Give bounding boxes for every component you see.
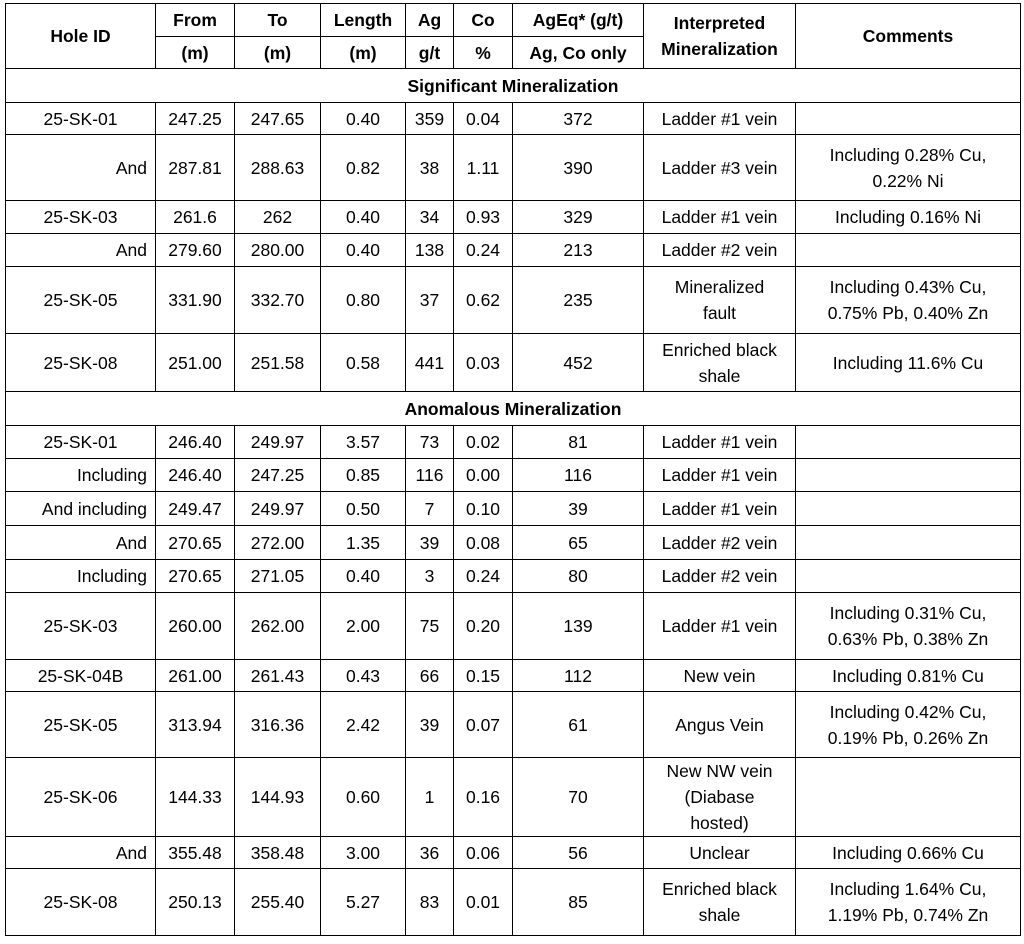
cell-length: 2.00 bbox=[321, 593, 406, 660]
cell-hole-id: 25-SK-08 bbox=[6, 334, 156, 392]
table-row bbox=[6, 492, 1021, 526]
cell-hole-id: 25-SK-01 bbox=[6, 426, 156, 459]
comment-line: Including 0.31% Cu, bbox=[829, 603, 987, 623]
table-row bbox=[6, 135, 1021, 201]
cell-from: 246.40 bbox=[156, 426, 235, 459]
cell-co: 0.93 bbox=[454, 201, 513, 234]
table-row bbox=[6, 234, 1021, 267]
cell-ageq: 39 bbox=[513, 492, 644, 526]
cell-length: 0.43 bbox=[321, 660, 406, 692]
comment-line: Including 0.42% Cu, bbox=[829, 701, 987, 722]
cell-from: 249.47 bbox=[156, 492, 235, 526]
cell-ageq: 235 bbox=[513, 267, 644, 334]
assay-results-table bbox=[5, 3, 1021, 936]
cell-co: 0.24 bbox=[454, 560, 513, 593]
cell-from: 144.33 bbox=[156, 758, 235, 837]
cell-ageq: 70 bbox=[513, 758, 644, 837]
cell-length: 0.58 bbox=[321, 334, 406, 392]
header-co-unit: % bbox=[454, 37, 513, 69]
header-length: Length bbox=[321, 4, 406, 37]
cell-comments bbox=[796, 837, 1021, 869]
interp-line: Ladder #1 vein bbox=[661, 465, 778, 485]
cell-ag: 36 bbox=[406, 837, 454, 869]
cell-ag: 37 bbox=[406, 267, 454, 334]
cell-interpreted-mineralization bbox=[644, 234, 796, 267]
comment-line: 1.19% Pb, 0.74% Zn bbox=[827, 905, 989, 925]
cell-hole-id: 25-SK-08 bbox=[6, 869, 156, 936]
cell-from: 313.94 bbox=[156, 692, 235, 758]
cell-to: 271.05 bbox=[235, 560, 321, 593]
cell-from: 250.13 bbox=[156, 869, 235, 936]
comment-line: Including 0.81% Cu bbox=[832, 665, 984, 686]
cell-hole-id: 25-SK-04B bbox=[6, 660, 156, 692]
cell-comments bbox=[796, 201, 1021, 234]
cell-length: 0.40 bbox=[321, 234, 406, 267]
table-body bbox=[6, 69, 1021, 936]
cell-interpreted-mineralization bbox=[644, 692, 796, 758]
cell-length: 0.85 bbox=[321, 459, 406, 492]
cell-co: 0.06 bbox=[454, 837, 513, 869]
table-row bbox=[6, 869, 1021, 936]
section-header-row bbox=[6, 69, 1021, 103]
cell-hole-id: 25-SK-03 bbox=[6, 593, 156, 660]
cell-from: 246.40 bbox=[156, 459, 235, 492]
cell-co: 0.00 bbox=[454, 459, 513, 492]
cell-hole-id: Including bbox=[6, 560, 156, 593]
cell-co: 0.04 bbox=[454, 103, 513, 135]
cell-from: 260.00 bbox=[156, 593, 235, 660]
cell-interpreted-mineralization bbox=[644, 492, 796, 526]
cell-ag: 7 bbox=[406, 492, 454, 526]
cell-ag: 34 bbox=[406, 201, 454, 234]
cell-ageq: 452 bbox=[513, 334, 644, 392]
cell-to: 144.93 bbox=[235, 758, 321, 837]
cell-comments bbox=[796, 758, 1021, 837]
cell-to: 249.97 bbox=[235, 426, 321, 459]
table-row bbox=[6, 560, 1021, 593]
header-interp-line1: Interpreted bbox=[673, 13, 766, 33]
cell-comments bbox=[796, 492, 1021, 526]
table-row bbox=[6, 201, 1021, 234]
table-row bbox=[6, 593, 1021, 660]
cell-ageq: 112 bbox=[513, 660, 644, 692]
table-row bbox=[6, 103, 1021, 135]
cell-interpreted-mineralization bbox=[644, 837, 796, 869]
cell-interpreted-mineralization bbox=[644, 426, 796, 459]
cell-ag: 441 bbox=[406, 334, 454, 392]
cell-ageq: 85 bbox=[513, 869, 644, 936]
cell-comments bbox=[796, 526, 1021, 560]
cell-to: 262.00 bbox=[235, 593, 321, 660]
interp-line: Ladder #3 vein bbox=[661, 157, 778, 178]
cell-comments bbox=[796, 560, 1021, 593]
cell-hole-id: 25-SK-01 bbox=[6, 103, 156, 135]
interp-line: Ladder #1 vein bbox=[661, 108, 778, 129]
cell-interpreted-mineralization bbox=[644, 593, 796, 660]
cell-ag: 138 bbox=[406, 234, 454, 267]
table-row bbox=[6, 758, 1021, 837]
cell-to: 251.58 bbox=[235, 334, 321, 392]
cell-comments bbox=[796, 426, 1021, 459]
cell-co: 0.62 bbox=[454, 267, 513, 334]
cell-hole-id: Including bbox=[6, 459, 156, 492]
cell-ag: 73 bbox=[406, 426, 454, 459]
cell-length: 1.35 bbox=[321, 526, 406, 560]
cell-co: 0.08 bbox=[454, 526, 513, 560]
table-row bbox=[6, 837, 1021, 869]
interp-line: Ladder #1 vein bbox=[661, 207, 778, 227]
cell-ag: 39 bbox=[406, 692, 454, 758]
cell-ageq: 61 bbox=[513, 692, 644, 758]
cell-co: 0.03 bbox=[454, 334, 513, 392]
cell-length: 0.82 bbox=[321, 135, 406, 201]
cell-to: 288.63 bbox=[235, 135, 321, 201]
interp-line: New vein bbox=[683, 665, 756, 686]
comment-line: 0.22% Ni bbox=[872, 170, 944, 191]
cell-interpreted-mineralization bbox=[644, 334, 796, 392]
cell-from: 355.48 bbox=[156, 837, 235, 869]
header-ag: Ag bbox=[406, 4, 454, 37]
cell-ag: 75 bbox=[406, 593, 454, 660]
header-ageq: AgEq* (g/t) bbox=[513, 4, 644, 37]
cell-hole-id: And bbox=[6, 526, 156, 560]
interp-line: Enriched black bbox=[662, 339, 777, 360]
cell-from: 251.00 bbox=[156, 334, 235, 392]
cell-length: 3.57 bbox=[321, 426, 406, 459]
cell-comments bbox=[796, 267, 1021, 334]
cell-ag: 83 bbox=[406, 869, 454, 936]
interp-line: Ladder #2 vein bbox=[661, 532, 778, 553]
cell-hole-id: 25-SK-05 bbox=[6, 267, 156, 334]
cell-ageq: 213 bbox=[513, 234, 644, 267]
cell-co: 0.01 bbox=[454, 869, 513, 936]
cell-to: 262 bbox=[235, 201, 321, 234]
interp-line: (Diabase bbox=[684, 787, 755, 807]
comment-line: Including 1.64% Cu, bbox=[829, 879, 987, 899]
header-from-unit: (m) bbox=[156, 37, 235, 69]
cell-co: 0.16 bbox=[454, 758, 513, 837]
cell-to: 261.43 bbox=[235, 660, 321, 692]
interp-line: Ladder #2 vein bbox=[661, 566, 778, 586]
interp-line: Angus Vein bbox=[675, 714, 764, 735]
cell-length: 2.42 bbox=[321, 692, 406, 758]
header-comments: Comments bbox=[796, 4, 1021, 69]
interp-line: shale bbox=[698, 365, 741, 386]
cell-ageq: 390 bbox=[513, 135, 644, 201]
cell-co: 0.10 bbox=[454, 492, 513, 526]
header-length-unit: (m) bbox=[321, 37, 406, 69]
cell-length: 0.60 bbox=[321, 758, 406, 837]
interp-line: Mineralized bbox=[674, 277, 765, 297]
header-row-top bbox=[6, 4, 1021, 37]
cell-co: 0.07 bbox=[454, 692, 513, 758]
cell-ageq: 329 bbox=[513, 201, 644, 234]
cell-length: 3.00 bbox=[321, 837, 406, 869]
cell-to: 255.40 bbox=[235, 869, 321, 936]
cell-from: 261.6 bbox=[156, 201, 235, 234]
cell-hole-id: 25-SK-05 bbox=[6, 692, 156, 758]
interp-line: fault bbox=[702, 303, 737, 323]
cell-interpreted-mineralization bbox=[644, 869, 796, 936]
comment-line: Including 0.43% Cu, bbox=[829, 277, 987, 297]
section-title: Significant Mineralization bbox=[6, 69, 1021, 103]
comment-line: Including 0.28% Cu, bbox=[829, 144, 987, 165]
header-to: To bbox=[235, 4, 321, 37]
cell-ag: 1 bbox=[406, 758, 454, 837]
cell-interpreted-mineralization bbox=[644, 560, 796, 593]
cell-from: 270.65 bbox=[156, 526, 235, 560]
cell-comments bbox=[796, 135, 1021, 201]
cell-from: 279.60 bbox=[156, 234, 235, 267]
section-header-row bbox=[6, 392, 1021, 426]
header-co: Co bbox=[454, 4, 513, 37]
cell-to: 358.48 bbox=[235, 837, 321, 869]
table-row bbox=[6, 334, 1021, 392]
cell-ageq: 116 bbox=[513, 459, 644, 492]
cell-ag: 38 bbox=[406, 135, 454, 201]
comment-line: Including 0.66% Cu bbox=[832, 842, 984, 863]
cell-comments bbox=[796, 692, 1021, 758]
cell-to: 247.65 bbox=[235, 103, 321, 135]
interp-line: hosted) bbox=[690, 813, 749, 833]
cell-hole-id: 25-SK-03 bbox=[6, 201, 156, 234]
table-row bbox=[6, 660, 1021, 692]
cell-ageq: 139 bbox=[513, 593, 644, 660]
interp-line: shale bbox=[698, 905, 741, 925]
cell-to: 280.00 bbox=[235, 234, 321, 267]
cell-ageq: 80 bbox=[513, 560, 644, 593]
cell-to: 332.70 bbox=[235, 267, 321, 334]
cell-interpreted-mineralization bbox=[644, 135, 796, 201]
cell-ageq: 65 bbox=[513, 526, 644, 560]
cell-to: 249.97 bbox=[235, 492, 321, 526]
header-to-unit: (m) bbox=[235, 37, 321, 69]
interp-line: Enriched black bbox=[662, 879, 777, 899]
interp-line: Unclear bbox=[689, 842, 750, 863]
cell-comments bbox=[796, 459, 1021, 492]
table-row bbox=[6, 692, 1021, 758]
table-row bbox=[6, 267, 1021, 334]
cell-co: 0.24 bbox=[454, 234, 513, 267]
cell-to: 316.36 bbox=[235, 692, 321, 758]
cell-interpreted-mineralization bbox=[644, 267, 796, 334]
comment-line: 0.75% Pb, 0.40% Zn bbox=[827, 303, 989, 323]
cell-hole-id: And including bbox=[6, 492, 156, 526]
comment-line: 0.63% Pb, 0.38% Zn bbox=[827, 629, 989, 649]
cell-ageq: 81 bbox=[513, 426, 644, 459]
cell-from: 287.81 bbox=[156, 135, 235, 201]
cell-from: 270.65 bbox=[156, 560, 235, 593]
header-ag-unit: g/t bbox=[406, 37, 454, 69]
cell-ageq: 372 bbox=[513, 103, 644, 135]
cell-comments bbox=[796, 593, 1021, 660]
comment-line: Including 0.16% Ni bbox=[835, 207, 981, 227]
cell-hole-id: And bbox=[6, 234, 156, 267]
section-title: Anomalous Mineralization bbox=[6, 392, 1021, 426]
interp-line: Ladder #1 vein bbox=[661, 498, 778, 519]
cell-interpreted-mineralization bbox=[644, 526, 796, 560]
header-from: From bbox=[156, 4, 235, 37]
cell-length: 0.40 bbox=[321, 560, 406, 593]
cell-length: 0.80 bbox=[321, 267, 406, 334]
cell-ag: 66 bbox=[406, 660, 454, 692]
cell-ag: 39 bbox=[406, 526, 454, 560]
cell-to: 272.00 bbox=[235, 526, 321, 560]
cell-comments bbox=[796, 103, 1021, 135]
cell-interpreted-mineralization bbox=[644, 103, 796, 135]
cell-from: 247.25 bbox=[156, 103, 235, 135]
cell-length: 0.50 bbox=[321, 492, 406, 526]
cell-from: 331.90 bbox=[156, 267, 235, 334]
cell-co: 0.20 bbox=[454, 593, 513, 660]
cell-length: 5.27 bbox=[321, 869, 406, 936]
interp-line: Ladder #2 vein bbox=[661, 240, 778, 260]
cell-length: 0.40 bbox=[321, 103, 406, 135]
cell-co: 0.02 bbox=[454, 426, 513, 459]
header-interpreted-mineralization bbox=[644, 4, 796, 69]
comment-line: 0.19% Pb, 0.26% Zn bbox=[827, 727, 989, 748]
cell-comments bbox=[796, 234, 1021, 267]
cell-to: 247.25 bbox=[235, 459, 321, 492]
header-ageq-unit: Ag, Co only bbox=[513, 37, 644, 69]
cell-ag: 116 bbox=[406, 459, 454, 492]
cell-interpreted-mineralization bbox=[644, 660, 796, 692]
cell-hole-id: And bbox=[6, 837, 156, 869]
cell-ag: 3 bbox=[406, 560, 454, 593]
cell-comments bbox=[796, 334, 1021, 392]
cell-ag: 359 bbox=[406, 103, 454, 135]
table-row bbox=[6, 426, 1021, 459]
table-row bbox=[6, 526, 1021, 560]
cell-from: 261.00 bbox=[156, 660, 235, 692]
interp-line: Ladder #1 vein bbox=[661, 432, 778, 452]
cell-interpreted-mineralization bbox=[644, 459, 796, 492]
interp-line: New NW vein bbox=[666, 761, 773, 781]
table-row bbox=[6, 459, 1021, 492]
comment-line: Including 11.6% Cu bbox=[832, 352, 984, 373]
cell-comments bbox=[796, 660, 1021, 692]
cell-comments bbox=[796, 869, 1021, 936]
cell-co: 1.11 bbox=[454, 135, 513, 201]
interp-line: Ladder #1 vein bbox=[661, 616, 778, 636]
header-interp-line2: Mineralization bbox=[661, 39, 778, 59]
cell-length: 0.40 bbox=[321, 201, 406, 234]
cell-interpreted-mineralization bbox=[644, 758, 796, 837]
cell-hole-id: And bbox=[6, 135, 156, 201]
cell-co: 0.15 bbox=[454, 660, 513, 692]
header-hole-id: Hole ID bbox=[6, 4, 156, 69]
cell-hole-id: 25-SK-06 bbox=[6, 758, 156, 837]
cell-interpreted-mineralization bbox=[644, 201, 796, 234]
cell-ageq: 56 bbox=[513, 837, 644, 869]
